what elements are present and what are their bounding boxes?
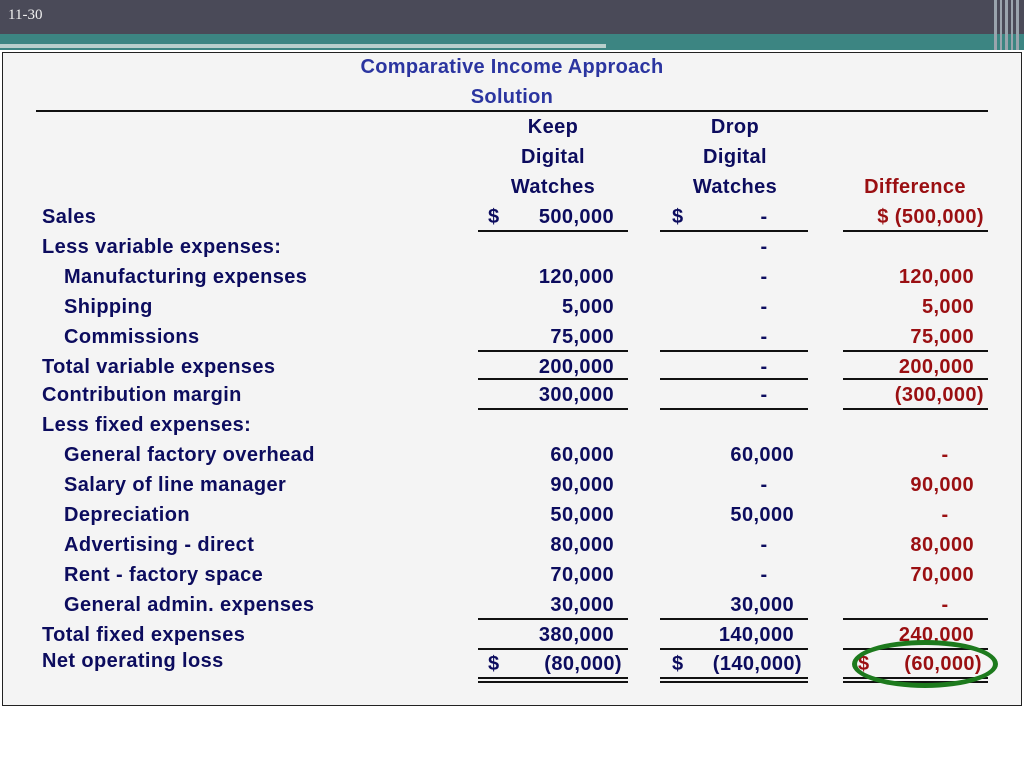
diff-total-fixed: 240,000 (898, 624, 974, 646)
row-label-shipping: Shipping (64, 296, 153, 318)
row-label-advertising: Advertising - direct (64, 534, 255, 556)
keep-factory-overhead: 60,000 (550, 444, 614, 466)
diff-sales: $ (500,000) (877, 206, 984, 228)
drop-commissions: - (760, 326, 768, 348)
drop-general-admin: 30,000 (730, 594, 794, 616)
keep-rent: 70,000 (550, 564, 614, 586)
drop-advertising: - (760, 534, 768, 556)
col-difference: Difference (864, 176, 966, 198)
drop-factory-overhead: 60,000 (730, 444, 794, 466)
double-underline-drop-bottom (660, 681, 808, 683)
title-rule (36, 110, 988, 112)
keep-shipping: 5,000 (561, 296, 614, 318)
double-underline-keep-top (478, 677, 628, 679)
title-bar (0, 0, 1024, 34)
row-label-general-admin: General admin. expenses (64, 594, 315, 616)
page-title: Comparative Income Approach (360, 56, 664, 78)
diff-depreciation: - (941, 504, 949, 526)
row-label-total-fixed: Total fixed expenses (42, 624, 246, 646)
col-drop-line3: Watches (692, 176, 778, 198)
accent-highlight (0, 44, 606, 48)
diff-shipping: 5,000 (921, 296, 974, 318)
drop-contribution-margin: - (760, 384, 768, 406)
underline-drop-commissions (660, 350, 808, 352)
page-subtitle: Solution (470, 86, 554, 108)
drop-less-variable: - (760, 236, 768, 258)
drop-sales: - (760, 206, 768, 228)
keep-sales: 500,000 (538, 206, 614, 228)
underline-diff-total-variable (843, 378, 988, 380)
diff-net-operating-loss: (60,000) (904, 653, 982, 675)
drop-salary: - (760, 474, 768, 496)
keep-total-variable: 200,000 (538, 356, 614, 378)
underline-diff-admin (843, 618, 988, 620)
keep-salary: 90,000 (550, 474, 614, 496)
underline-keep-contribution (478, 408, 628, 410)
row-label-total-variable: Total variable expenses (42, 356, 276, 378)
diff-net-dollar-sign: $ (858, 653, 870, 675)
row-label-rent: Rent - factory space (64, 564, 264, 586)
underline-keep-commissions (478, 350, 628, 352)
double-underline-drop-top (660, 677, 808, 679)
underline-keep-total-variable (478, 378, 628, 380)
diff-advertising: 80,000 (910, 534, 974, 556)
accent-band (0, 34, 1024, 43)
diff-commissions: 75,000 (910, 326, 974, 348)
drop-net-operating-loss: (140,000) (712, 653, 802, 675)
diff-factory-overhead: - (941, 444, 949, 466)
col-drop-line2: Digital (703, 146, 767, 168)
underline-diff-contribution (843, 408, 988, 410)
keep-contribution-margin: 300,000 (538, 384, 614, 406)
underline-drop-total-fixed (660, 648, 808, 650)
row-label-commissions: Commissions (64, 326, 200, 348)
row-label-less-variable: Less variable expenses: (42, 236, 282, 258)
diff-manufacturing: 120,000 (898, 266, 974, 288)
row-label-sales: Sales (42, 206, 97, 228)
row-label-net-operating-loss: Net operating loss (42, 650, 224, 672)
col-keep-line3: Watches (510, 176, 596, 198)
underline-drop-admin (660, 618, 808, 620)
keep-depreciation: 50,000 (550, 504, 614, 526)
underline-drop-total-variable (660, 378, 808, 380)
row-label-depreciation: Depreciation (64, 504, 190, 526)
row-label-less-fixed: Less fixed expenses: (42, 414, 252, 436)
row-label-contribution-margin: Contribution margin (42, 384, 242, 406)
keep-manufacturing: 120,000 (538, 266, 614, 288)
keep-commissions: 75,000 (550, 326, 614, 348)
highlight-circle (852, 640, 998, 688)
underline-keep-total-fixed (478, 648, 628, 650)
col-drop-line1: Drop (710, 116, 760, 138)
diff-salary: 90,000 (910, 474, 974, 496)
diff-rent: 70,000 (910, 564, 974, 586)
keep-advertising: 80,000 (550, 534, 614, 556)
row-label-manufacturing: Manufacturing expenses (64, 266, 308, 288)
keep-net-dollar-sign: $ (488, 653, 500, 675)
keep-total-fixed: 380,000 (538, 624, 614, 646)
col-keep-line2: Digital (521, 146, 585, 168)
diff-general-admin: - (941, 594, 949, 616)
drop-manufacturing: - (760, 266, 768, 288)
underline-drop-sales (660, 230, 808, 232)
keep-dollar-sign: $ (488, 206, 500, 228)
drop-depreciation: 50,000 (730, 504, 794, 526)
drop-total-fixed: 140,000 (718, 624, 794, 646)
drop-dollar-sign: $ (672, 206, 684, 228)
diff-total-variable: 200,000 (898, 356, 974, 378)
drop-shipping: - (760, 296, 768, 318)
keep-general-admin: 30,000 (550, 594, 614, 616)
underline-diff-sales (843, 230, 988, 232)
drop-rent: - (760, 564, 768, 586)
slide-number: 11-30 (8, 7, 43, 23)
drop-net-dollar-sign: $ (672, 653, 684, 675)
drop-total-variable: - (760, 356, 768, 378)
underline-drop-contribution (660, 408, 808, 410)
double-underline-keep-bottom (478, 681, 628, 683)
col-keep-line1: Keep (527, 116, 579, 138)
underline-keep-admin (478, 618, 628, 620)
row-label-factory-overhead: General factory overhead (64, 444, 315, 466)
underline-keep-sales (478, 230, 628, 232)
keep-net-operating-loss: (80,000) (544, 653, 622, 675)
corner-stripes (992, 0, 1024, 50)
diff-contribution-margin: (300,000) (894, 384, 984, 406)
underline-diff-commissions (843, 350, 988, 352)
row-label-salary: Salary of line manager (64, 474, 287, 496)
